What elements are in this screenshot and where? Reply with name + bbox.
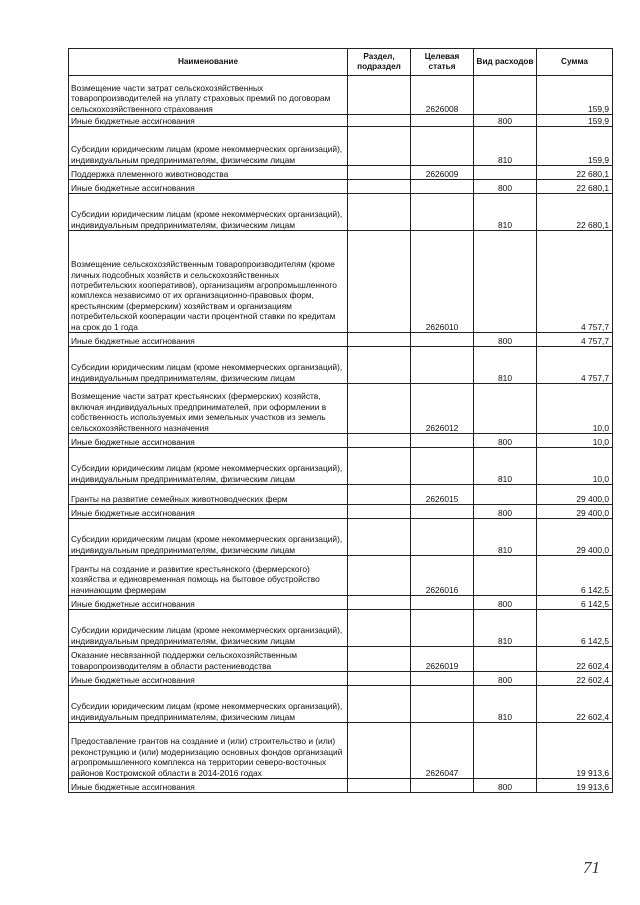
row-target: 2626047	[411, 723, 474, 779]
row-type	[474, 231, 537, 333]
row-type: 810	[474, 448, 537, 485]
row-name: Оказание несвязанной поддержки сельскохозяйственным товаропроизводителям в области растениеводства	[69, 647, 348, 672]
row-name: Иные бюджетные ассигнования	[69, 434, 348, 448]
table-row	[69, 779, 613, 793]
row-sum: 29 400,0	[537, 485, 613, 505]
header-type: Вид расходов	[474, 49, 537, 76]
row-sum: 19 913,6	[537, 779, 613, 793]
row-name: Гранты на создание и развитие крестьянского (фермерского) хозяйства и единовременная помощь на бытовое обустройство начинающим фермерам	[69, 556, 348, 596]
row-target: 2626015	[411, 485, 474, 505]
row-target	[411, 434, 474, 448]
row-sum: 22 602,4	[537, 647, 613, 672]
table-row	[69, 434, 613, 448]
row-type: 800	[474, 434, 537, 448]
row-name: Субсидии юридическим лицам (кроме некоммерческих организаций), индивидуальным предпринимателям, физическим лицам	[69, 448, 348, 485]
row-target	[411, 180, 474, 194]
row-target: 2626010	[411, 231, 474, 333]
row-target	[411, 333, 474, 347]
row-target	[411, 505, 474, 519]
table-row	[69, 610, 613, 647]
row-sum: 159,9	[537, 76, 613, 115]
row-type	[474, 76, 537, 115]
row-sum: 159,9	[537, 127, 613, 166]
row-name: Предоставление грантов на создание и (или) строительство и (или) реконструкцию и (или) модернизацию основных фондов организаций агропромышленного комплекса на территории северо-восточных районов Костромской области в 2014-2016 годах	[69, 723, 348, 779]
row-name: Иные бюджетные ассигнования	[69, 596, 348, 610]
row-sum: 6 142,5	[537, 596, 613, 610]
header-target: Целевая статья	[411, 49, 474, 76]
header-sum: Сумма	[537, 49, 613, 76]
row-sum: 22 680,1	[537, 166, 613, 180]
row-sum: 6 142,5	[537, 556, 613, 596]
header-section: Раздел, подраздел	[348, 49, 411, 76]
row-sum: 6 142,5	[537, 610, 613, 647]
row-type: 800	[474, 779, 537, 793]
row-name: Возмещение части затрат крестьянских (фермерских) хозяйств, включая индивидуальных предпринимателей, при оформлении в собственность используемых ими земельных участков из земель сельскохозяйственного назначения	[69, 384, 348, 434]
row-section	[348, 76, 411, 115]
row-target: 2626008	[411, 76, 474, 115]
table-row	[69, 556, 613, 596]
row-name: Иные бюджетные ассигнования	[69, 333, 348, 347]
row-target	[411, 115, 474, 127]
row-sum: 22 602,4	[537, 672, 613, 686]
row-sum: 22 680,1	[537, 180, 613, 194]
row-type	[474, 384, 537, 434]
row-section	[348, 596, 411, 610]
row-sum: 22 680,1	[537, 194, 613, 231]
row-name: Возмещение сельскохозяйственным товаропроизводителям (кроме личных подсобных хозяйств и сельскохозяйственных потребительских кооперативов), организациям агропромышленного комплекса независимо от их организационно-правовых форм, крестьянским (фермерским) хозяйствам и организациям потребительской кооперации части процентной ставки по кредитам на срок до 1 года	[69, 231, 348, 333]
row-type: 800	[474, 115, 537, 127]
row-type: 810	[474, 127, 537, 166]
row-type: 810	[474, 686, 537, 723]
row-target	[411, 779, 474, 793]
table-row	[69, 384, 613, 434]
row-target	[411, 194, 474, 231]
row-target: 2626016	[411, 556, 474, 596]
row-sum: 19 913,6	[537, 723, 613, 779]
row-type: 800	[474, 333, 537, 347]
row-sum: 10,0	[537, 434, 613, 448]
budget-table	[68, 48, 613, 793]
row-name: Иные бюджетные ассигнования	[69, 672, 348, 686]
row-target: 2626012	[411, 384, 474, 434]
row-type	[474, 166, 537, 180]
row-type: 810	[474, 194, 537, 231]
row-type: 800	[474, 180, 537, 194]
row-type: 800	[474, 672, 537, 686]
row-section	[348, 686, 411, 723]
table-row	[69, 180, 613, 194]
row-target	[411, 596, 474, 610]
row-sum: 29 400,0	[537, 505, 613, 519]
row-section	[348, 333, 411, 347]
row-section	[348, 505, 411, 519]
table-row	[69, 505, 613, 519]
row-name: Иные бюджетные ассигнования	[69, 505, 348, 519]
row-section	[348, 180, 411, 194]
table-row	[69, 166, 613, 180]
row-target	[411, 686, 474, 723]
table-row	[69, 127, 613, 166]
row-name: Поддержка племенного животноводства	[69, 166, 348, 180]
row-type	[474, 647, 537, 672]
row-section	[348, 448, 411, 485]
row-type: 810	[474, 347, 537, 384]
row-type: 810	[474, 519, 537, 556]
row-target: 2626009	[411, 166, 474, 180]
row-type	[474, 556, 537, 596]
row-type: 800	[474, 596, 537, 610]
table-row	[69, 231, 613, 333]
row-section	[348, 610, 411, 647]
row-sum: 4 757,7	[537, 333, 613, 347]
row-section	[348, 485, 411, 505]
row-target	[411, 448, 474, 485]
row-type	[474, 723, 537, 779]
table-row	[69, 672, 613, 686]
row-name: Субсидии юридическим лицам (кроме некоммерческих организаций), индивидуальным предпринимателям, физическим лицам	[69, 610, 348, 647]
row-name: Субсидии юридическим лицам (кроме некоммерческих организаций), индивидуальным предпринимателям, физическим лицам	[69, 347, 348, 384]
row-type: 800	[474, 505, 537, 519]
row-name: Субсидии юридическим лицам (кроме некоммерческих организаций), индивидуальным предпринимателям, физическим лицам	[69, 686, 348, 723]
row-section	[348, 115, 411, 127]
row-type: 810	[474, 610, 537, 647]
row-sum: 29 400,0	[537, 519, 613, 556]
table-row	[69, 333, 613, 347]
row-name: Иные бюджетные ассигнования	[69, 180, 348, 194]
row-name: Субсидии юридическим лицам (кроме некоммерческих организаций), индивидуальным предпринимателям, физическим лицам	[69, 194, 348, 231]
row-name: Иные бюджетные ассигнования	[69, 115, 348, 127]
row-target	[411, 519, 474, 556]
row-sum: 4 757,7	[537, 231, 613, 333]
table-row	[69, 485, 613, 505]
row-section	[348, 723, 411, 779]
row-section	[348, 647, 411, 672]
row-section	[348, 384, 411, 434]
row-section	[348, 194, 411, 231]
table-row	[69, 76, 613, 115]
row-sum: 10,0	[537, 384, 613, 434]
table-row	[69, 347, 613, 384]
row-name: Возмещение части затрат сельскохозяйственных товаропроизводителей на уплату страховых премий по договорам сельскохозяйственного страхования	[69, 76, 348, 115]
row-section	[348, 556, 411, 596]
table-row	[69, 596, 613, 610]
header-row	[69, 49, 613, 76]
row-section	[348, 231, 411, 333]
row-sum: 22 602,4	[537, 686, 613, 723]
table-row	[69, 115, 613, 127]
row-section	[348, 434, 411, 448]
table-row	[69, 723, 613, 779]
table-row	[69, 686, 613, 723]
page-number: 71	[583, 858, 600, 877]
row-sum: 4 757,7	[537, 347, 613, 384]
row-type	[474, 485, 537, 505]
row-name: Субсидии юридическим лицам (кроме некоммерческих организаций), индивидуальным предпринимателям, физическим лицам	[69, 519, 348, 556]
row-section	[348, 779, 411, 793]
table-row	[69, 194, 613, 231]
row-section	[348, 672, 411, 686]
row-section	[348, 166, 411, 180]
row-section	[348, 347, 411, 384]
table-row	[69, 647, 613, 672]
row-target	[411, 127, 474, 166]
row-name: Субсидии юридическим лицам (кроме некоммерческих организаций), индивидуальным предпринимателям, физическим лицам	[69, 127, 348, 166]
row-name: Иные бюджетные ассигнования	[69, 779, 348, 793]
row-section	[348, 127, 411, 166]
row-target	[411, 610, 474, 647]
row-target	[411, 347, 474, 384]
row-target	[411, 672, 474, 686]
row-sum: 10,0	[537, 448, 613, 485]
row-section	[348, 519, 411, 556]
table-row	[69, 448, 613, 485]
row-target: 2626019	[411, 647, 474, 672]
table-row	[69, 519, 613, 556]
header-name: Наименование	[69, 49, 348, 76]
row-sum: 159,9	[537, 115, 613, 127]
row-name: Гранты на развитие семейных животноводческих ферм	[69, 485, 348, 505]
